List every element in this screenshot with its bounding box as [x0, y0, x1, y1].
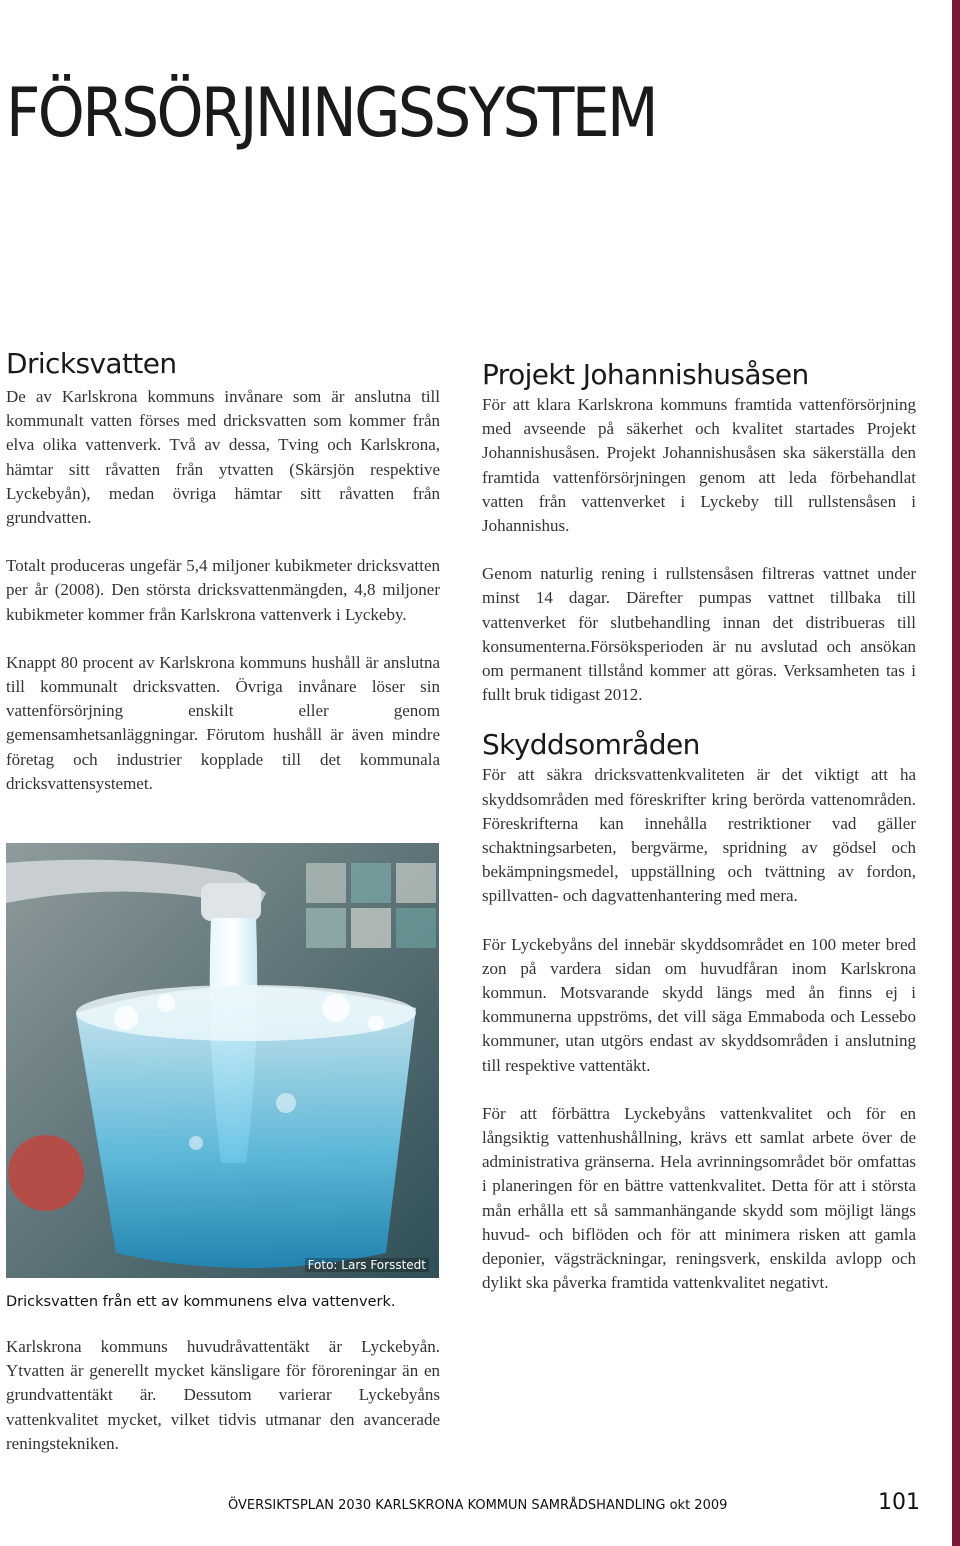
dricksvatten-paragraph-3: Knappt 80 procent av Karlskrona kommuns hushåll är anslutna till kommunalt dricksvatten. Övriga invånare löser sin vattenförsörjning enskilt eller genom gemensamhetsanläggningar. Förutom hushåll är även mindre företag och industrier kopplade till det kommunala dricksvattensystemet.: [6, 652, 440, 793]
accent-edge-bar: [952, 0, 960, 1546]
lyckebyan-paragraph: Karlskrona kommuns huvudråvattentäkt är Lyckebyån. Ytvatten är generellt mycket känsligare för föroreningar än en grundvattentäkt är. Dessutom varierar Lyckebyåns vattenkvalitet mycket, vilket tidvis utmanar den avancerade reningstekniken.: [6, 1337, 440, 1453]
left-column-bottom: [6, 1335, 440, 1456]
dricksvatten-paragraph-1: De av Karlskrona kommuns invånare som är anslutna till kommunalt vatten förses med dricksvatten som kommer från elva olika vattenverk. Två av dessa, Tving och Karlskrona, hämtar sitt råvatten från ytvatten (Skärsjön respektive Lyckebyån), medan övriga hämtar sitt råvatten från grundvatten.: [6, 387, 440, 528]
dricksvatten-paragraph-2: Totalt produceras ungefär 5,4 miljoner kubikmeter dricksvatten per år (2008). Den största dricksvattenmängden, 4,8 miljoner kubikmeter kommer från Karlskrona vattenverk i Lyckeby.: [6, 556, 440, 624]
skydd-heading: Skyddsområden: [482, 728, 700, 762]
skydd-paragraph-2: För Lyckebyåns del innebär skyddsområdet en 100 meter bred zon på vardera sidan om huvudfåran inom Karlskrona kommun. Motsvarande skydd längs med ån finns ej i kommunerna uppströms, det vill säga Emmaboda och Lessebo kommuner, utan utgörs endast av skyddsområden i anslutning till respektive vattentäkt.: [482, 934, 916, 1075]
water-glass-illustration: [6, 843, 439, 1278]
page-title: FÖRSÖRJNINGSSYSTEM: [6, 74, 656, 153]
photo-caption: Dricksvatten från ett av kommunens elva vattenverk.: [6, 1294, 396, 1310]
page-number: 101: [878, 1490, 920, 1515]
page-footer: ÖVERSIKTSPLAN 2030 KARLSKRONA KOMMUN SAMRÅDSHANDLING okt 2009: [228, 1498, 728, 1513]
photo-credit: Foto: Lars Forsstedt: [305, 1258, 429, 1272]
projekt-paragraph-2: Genom naturlig rening i rullstensåsen filtreras vattnet under minst 14 dagar. Därefter pumpas vattnet tillbaka till vattenverket för slutbehandling innan det distribueras till konsumenterna.Försöksperioden är nu avslutad och ansökan om permanent tillstånd kommer att göras. Verksamheten tas i fullt bruk tidigast 2012.: [482, 564, 916, 705]
left-column: [6, 346, 440, 796]
right-column: [482, 357, 916, 1296]
water-tap-photo: [6, 843, 439, 1278]
projekt-heading: Projekt Johannishusåsen: [482, 358, 809, 391]
projekt-paragraph-1: För att klara Karlskrona kommuns framtida vattenförsörjning med avseende på säkerhet och kvalitet startades Projekt Johannishusåsen. Projekt Johannishusåsen ska säkerställa den framtida vattenförsörjningen genom att leda förbehandlat vatten från vattenverket i Lyckeby till rullstensåsen i Johannishus.: [482, 395, 916, 536]
dricksvatten-heading: Dricksvatten: [6, 347, 177, 380]
skydd-paragraph-3: För att förbättra Lyckebyåns vattenkvalitet och för en långsiktig vattenhushållning, krävs ett samlat arbete över de administrativa gränserna. Hela avrinningsområdet bör omfattas i planeringen för en bättre vattenkvalitet. Detta för att i största mån erhålla ett så sammanhängande skydd som möjligt längs huvud- och biflöden och för att minimera risken att gamla deponier, vägsträckningar, reningsverk, enskilda avlopp och dylikt ska påverka framtida vattenkvalitet negativt.: [482, 1103, 916, 1293]
skydd-paragraph-1: För att säkra dricksvattenkvaliteten är det viktigt att ha skyddsområden med föreskrifter kring berörda vattenområden. Föreskrifterna kan innehålla restriktioner vad gäller schaktningsarbeten, bergvärme, spridning av gödsel och bekämpningsmedel, uppställning och tvättning av fordon, spillvatten- och dagvattenhantering med mera.: [482, 765, 916, 906]
